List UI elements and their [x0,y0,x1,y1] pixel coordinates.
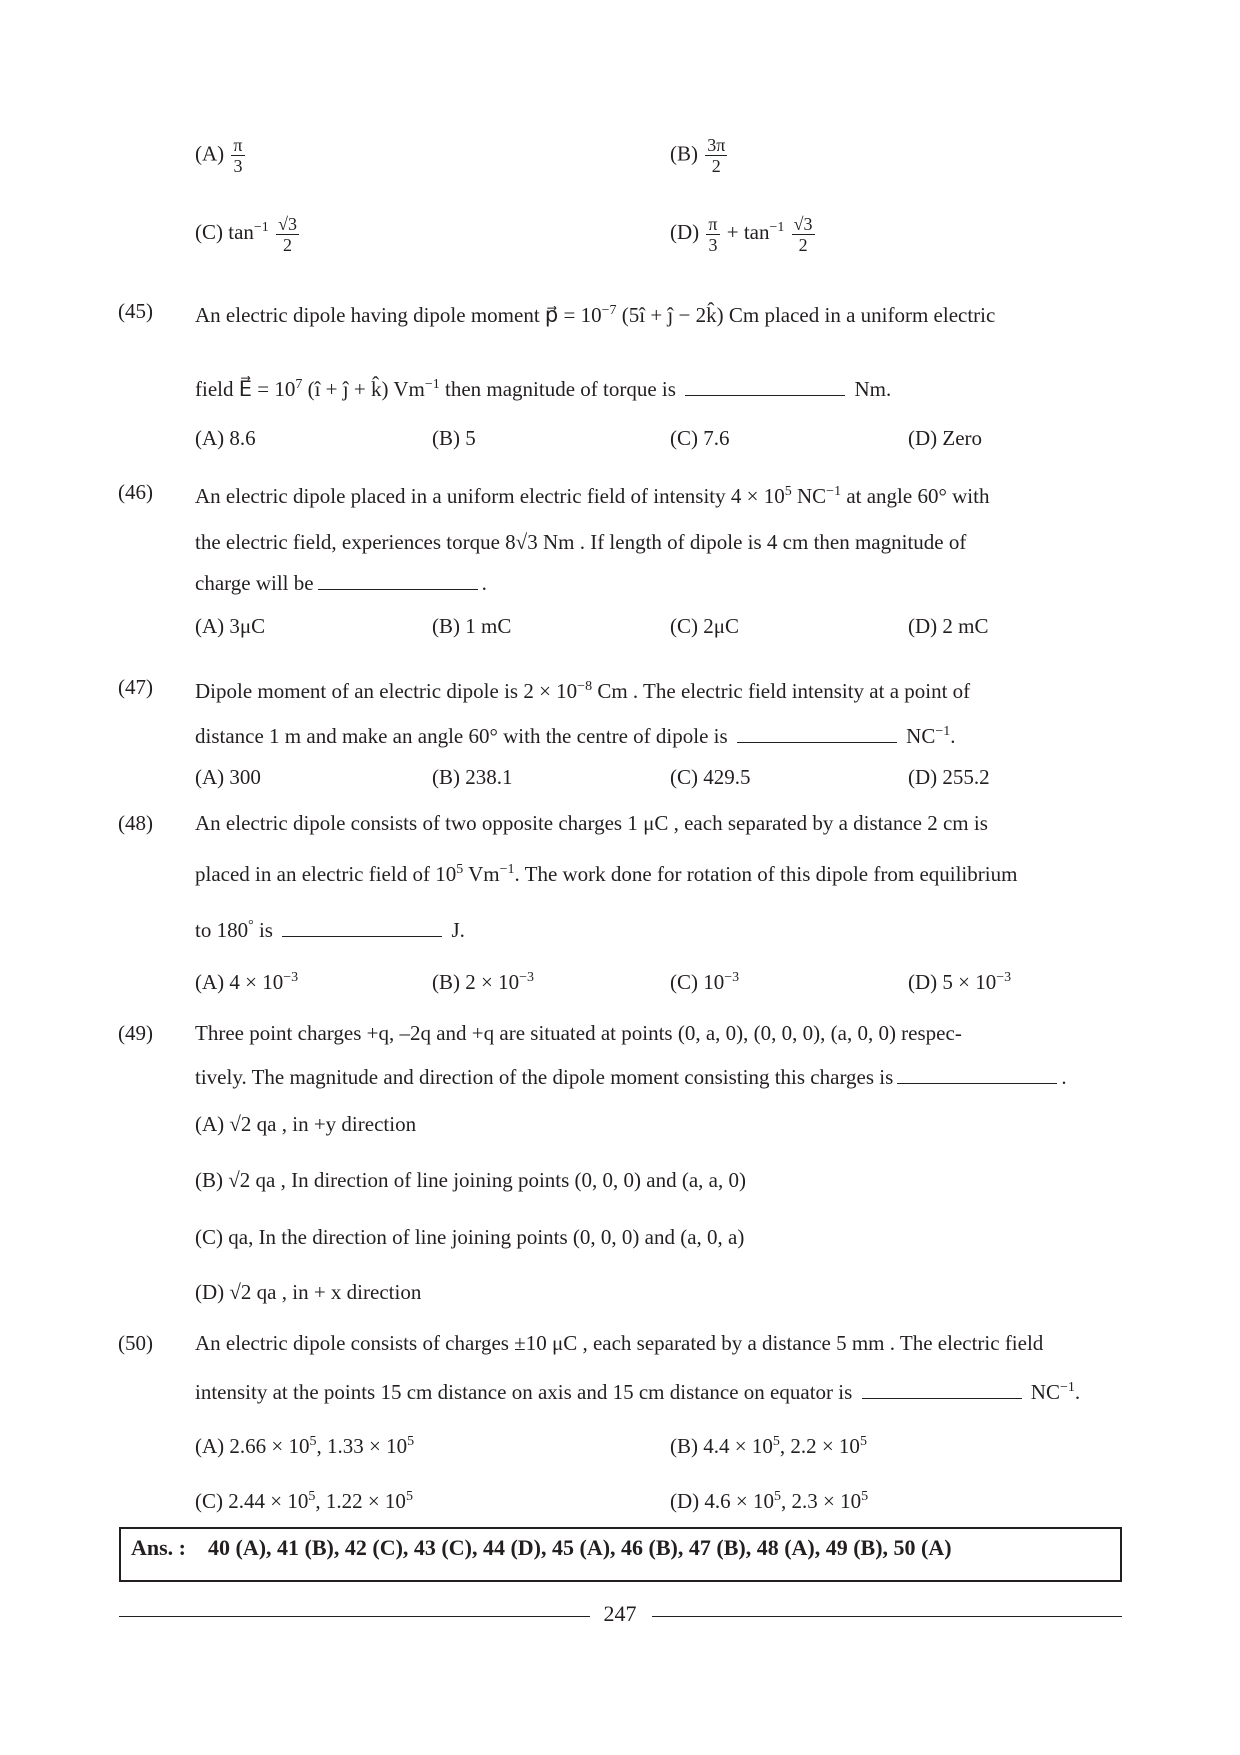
question-text-line: Three point charges +q, –2q and +q are situated at points (0, a, 0), (0, 0, 0), (a, 0, 0) respec- [195,1021,962,1045]
numerator: 3π [707,135,726,155]
math: (5î + ĵ − 2k̂) Cm [621,303,760,327]
option-text: (B) 4.4 × 10 [670,1434,773,1458]
question-48-line-3 [195,911,465,945]
question-45-line-2 [195,370,891,404]
answer-key-label: Ans. : [131,1535,187,1560]
question-text-line [195,672,970,706]
exponent: −3 [996,970,1012,985]
q46-option-d: (D) 2 mC [908,614,989,638]
text: . The work done for rotation of this dipole from equilibrium [514,862,1018,886]
q48-option-b [432,963,534,997]
option-text: , 1.33 × 10 [316,1434,408,1458]
text: Dipole moment of an electric dipole is [195,679,519,703]
text: charge will be [195,571,314,595]
q47-option-b: (B) 238.1 [432,765,513,789]
answer-blank [862,1380,1022,1399]
question-number: (45) [118,299,153,323]
q48-option-d [908,963,1011,997]
option-text: (C) 2.44 × 10 [195,1489,309,1513]
question-text-line: An electric dipole consists of charges ±10 μC , each separated by a distance 5 mm . The electric field [195,1331,1044,1355]
fraction [705,135,727,176]
question-49-line-2 [195,1062,1067,1092]
exponent: 7 [295,377,303,392]
answer-key [131,1535,952,1561]
option-text: (B) 2 × 10 [432,970,520,994]
text: at angle 60° with [846,484,990,508]
q46-option-b: (B) 1 mC [432,614,512,638]
option-label: (D) [670,220,700,244]
unit: Nm. [854,377,892,401]
option-label: (C) [195,220,223,244]
q50-option-c [195,1482,413,1516]
question-46-line-2: the electric field, experiences torque 8√3 Nm . If length of dipole is 4 cm then magnitude of [195,530,967,554]
question-48-line-2 [195,855,1017,889]
answer-key-box [119,1527,1122,1582]
option-text: , 2.2 × 10 [779,1434,860,1458]
text: placed in a uniform electric [764,303,996,327]
question-number: (47) [118,675,153,699]
text: distance 1 m and make an angle 60° with the centre of dipole is [195,724,728,748]
exponent: 5 [774,1489,781,1504]
text: An electric dipole placed in a uniform electric field of intensity [195,484,726,508]
option-label: (A) [195,141,225,166]
q48-option-c [670,963,739,997]
text: tively. The magnitude and direction of the dipole moment consisting this charges is [195,1065,894,1089]
text: . [950,724,956,748]
q46-option-c: (C) 2μC [670,614,740,638]
exponent: ° [248,918,254,933]
answer-blank [897,1065,1057,1084]
unit: J. [451,918,465,942]
q49-option-c: (C) qa, In the direction of line joining points (0, 0, 0) and (a, 0, a) [195,1225,745,1249]
exponent: −1 [499,862,515,877]
denominator: 3 [233,156,243,176]
answer-blank [318,571,478,590]
exponent: −3 [283,970,299,985]
question-50-line-2 [195,1373,1080,1407]
question-text-line [195,296,995,330]
tan-text: + tan [726,220,770,244]
fraction [706,214,719,255]
q50-option-d [670,1482,868,1516]
math: p⃗ = 10 [544,303,602,327]
exponent: −1 [826,484,842,499]
option-text: , 1.22 × 10 [315,1489,406,1513]
option-label: (B) [670,141,698,166]
option-text: (A) 4 × 10 [195,970,284,994]
exponent: −1 [424,377,440,392]
fraction [792,214,815,255]
unit: NC [1030,1380,1060,1404]
exponent: −3 [724,970,740,985]
q47-option-c: (C) 429.5 [670,765,751,789]
math: 10 [435,862,457,886]
numerator: π [233,135,243,155]
text: . [481,571,487,595]
answer-blank [282,918,442,937]
q50-option-b [670,1427,867,1461]
question-text-line: An electric dipole consists of two opposite charges 1 μC , each separated by a distance 2 cm is [195,811,988,835]
exponent: 5 [861,1489,869,1504]
exponent: 5 [772,1434,780,1449]
answer-blank [737,724,897,743]
fraction [231,135,244,176]
exponent: −1 [935,724,951,739]
exponent: 5 [308,1489,316,1504]
text: then magnitude of torque is [444,377,676,401]
unit: NC [796,484,827,508]
question-number: (50) [118,1331,153,1355]
exponent: −1 [1059,1380,1075,1395]
exponent: 5 [405,1489,413,1504]
footer-rule-left [119,1616,590,1617]
q44-option-b [670,135,729,176]
exponent: 5 [456,862,464,877]
option-text: , 2.3 × 10 [781,1489,862,1513]
q48-option-a [195,963,298,997]
q49-option-d: (D) √2 qa , in + x direction [195,1280,422,1304]
q45-option-c: (C) 7.6 [670,426,730,450]
tan-text: tan [228,220,254,244]
exponent: −3 [519,970,534,985]
exponent: −1 [253,220,269,235]
q49-option-a: (A) √2 qa , in +y direction [195,1112,417,1136]
question-text-line [195,477,989,511]
question-number: (49) [118,1021,153,1045]
option-text: (D) 4.6 × 10 [670,1489,774,1513]
answer-key-text: 40 (A), 41 (B), 42 (C), 43 (C), 44 (D), 45 (A), 46 (B), 47 (B), 48 (A), 49 (B), 50 (A) [208,1535,952,1560]
denominator: 2 [711,156,721,176]
text: . [1074,1380,1081,1404]
q50-option-a [195,1427,414,1461]
footer-rule-right [652,1616,1122,1617]
unit: Vm [468,862,500,886]
text: Cm . The electric field intensity at a point of [597,679,971,703]
q47-option-d: (D) 255.2 [908,765,990,789]
numerator: √3 [793,213,813,234]
text: field [195,377,234,401]
page-number: 247 [603,1601,637,1626]
question-47-line-2 [195,717,956,751]
text: intensity at the points 15 cm distance on axis and 15 cm distance on equator is [195,1380,853,1404]
question-number: (46) [118,480,153,504]
denominator: 2 [283,234,292,255]
q45-option-a: (A) 8.6 [195,426,256,450]
text: An electric dipole having dipole moment [195,303,540,327]
numerator: √3 [278,213,297,234]
answer-blank [685,377,845,396]
q44-option-c [195,213,301,255]
option-text: (C) 10 [670,970,725,994]
exponent: 5 [784,484,792,499]
q44-option-a [195,135,247,176]
fraction [276,214,299,255]
exponent: 5 [309,1434,317,1449]
text: placed in an electric field of [195,862,430,886]
exponent: 5 [859,1434,867,1449]
exponent: 5 [407,1434,415,1449]
q49-option-b: (B) √2 qa , In direction of line joining points (0, 0, 0) and (a, a, 0) [195,1168,746,1192]
denominator: 2 [798,234,808,255]
option-text: (A) 2.66 × 10 [195,1434,310,1458]
math: 2 × 10 [523,679,578,703]
exponent: −8 [577,679,593,694]
exponent: −7 [601,303,617,318]
text: to 180 [195,918,249,942]
q47-option-a: (A) 300 [195,765,261,789]
numerator: π [708,213,718,234]
q44-option-d [670,213,817,255]
q45-option-d: (D) Zero [908,426,983,450]
question-46-line-3 [195,568,487,598]
question-number: (48) [118,811,153,835]
math: E⃗ = 10 [238,377,296,401]
q46-option-a: (A) 3μC [195,614,266,638]
unit: NC [906,724,936,748]
text: is [258,918,273,942]
math: (î + ĵ + k̂) Vm [307,377,425,401]
math: 4 × 10 [730,484,785,508]
denominator: 3 [708,234,718,255]
q45-option-b: (B) 5 [432,426,476,450]
exponent: −1 [769,220,785,235]
option-text: (D) 5 × 10 [908,970,997,994]
text: . [1061,1065,1067,1089]
